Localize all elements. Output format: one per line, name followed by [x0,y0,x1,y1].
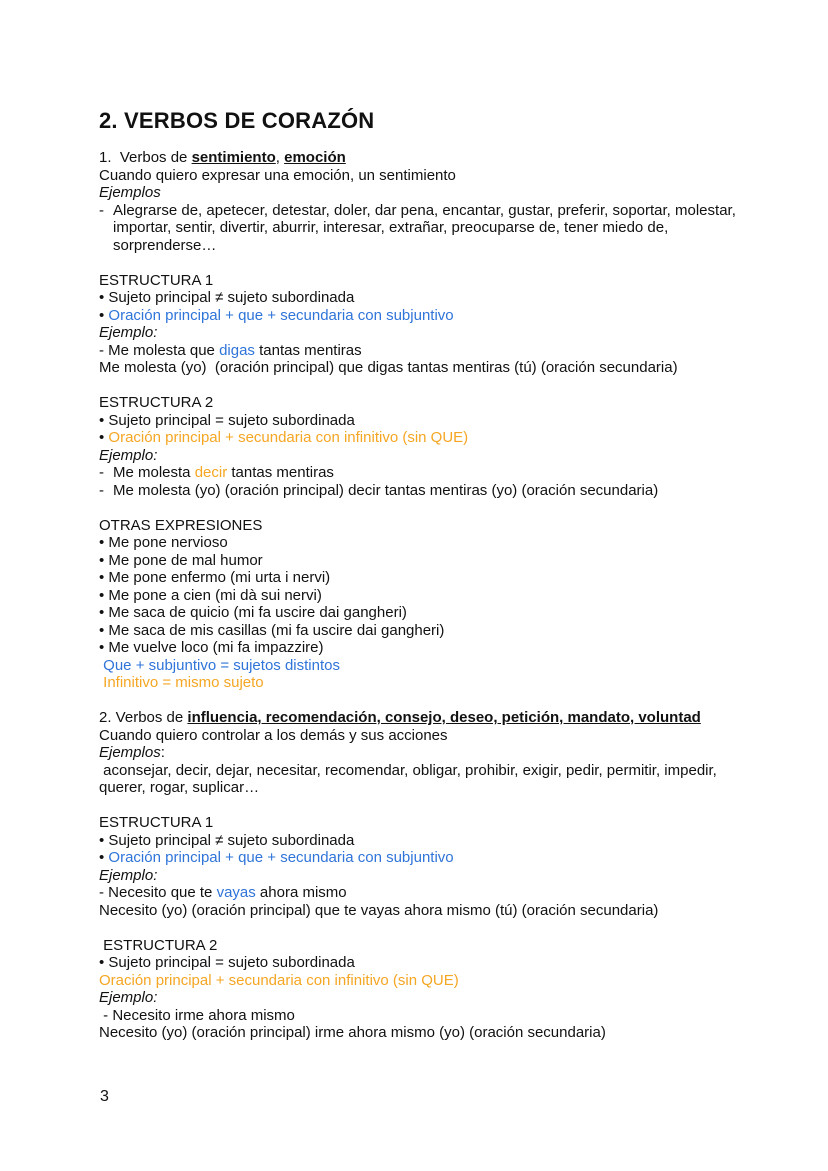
s2-estructura-2-title: ESTRUCTURA 2 [99,936,218,954]
subjunctive-verb-highlight: vayas [216,884,256,901]
expression-item: • Me pone nervioso [99,534,228,551]
s2-estructura-1-rule-subjects: • Sujeto principal ≠ sujeto subordinada [99,831,355,849]
s1-estructura-2-title: ESTRUCTURA 2 [99,394,214,411]
s1-estructura-1-rule-pattern [99,307,760,325]
section-2-verbs-list: aconsejar, decir, dejar, necesitar, recomendar, obligar, prohibir, exigir, pedir, permitir, impedir, querer, rogar, suplicar… [99,761,722,796]
section-2-heading-terms: influencia, recomendación, consejo, deseo, petición, mandato, voluntad [187,709,701,726]
bullet: • [99,429,109,446]
example-text [113,464,760,482]
s1-estructura-2-rule-pattern [99,429,760,447]
expression-item: • Me pone de mal humor [99,551,263,569]
list-dash: - [99,201,104,219]
section-1-ejemplos-label: Ejemplos [99,184,161,201]
section-1-heading [99,149,760,167]
s2-estructura-1-title: ESTRUCTURA 1 [99,814,214,831]
example-pre: - Me molesta que [99,341,220,359]
section-2-heading-prefix: 2. Verbos de [99,709,188,726]
section-1-heading-prefix: 1. Verbos de [99,149,192,166]
note-infinitivo: Infinitivo = mismo sujeto [99,674,264,691]
example-post: tantas mentiras [254,341,362,359]
s2-pattern-subjuntivo: Oración principal + que + secundaria con subjuntivo [108,849,454,866]
expression-item: • Me pone enfermo (mi urta i nervi) [99,569,331,586]
example-post: ahora mismo [255,884,347,901]
section-1-heading-term-emocion: emoción [284,149,346,166]
subjunctive-verb-highlight: digas [219,341,255,359]
s1-estructura-1-ejemplo-label: Ejemplo: [99,324,158,341]
ejemplos-colon: : [160,744,165,761]
page-title: 2. VERBOS DE CORAZÓN [99,108,375,133]
list-dash: - [99,464,104,481]
analysis-text: Me molesta (yo) (oración principal) decir tantas mentiras (yo) (oración secundaria) [113,481,659,499]
s2-estructura-2-analysis: Necesito (yo) (oración principal) irme ahora mismo (yo) (oración secundaria) [99,1024,606,1041]
s2-estructura-2-example: - Necesito irme ahora mismo [99,1006,295,1024]
section-1-verbs-list [99,202,760,255]
s1-pattern-subjuntivo: Oración principal + que + secundaria con subjuntivo [108,306,454,324]
note-subjuntivo: Que + subjuntivo = sujetos distintos [99,656,340,674]
example-pre: - Necesito que te [99,884,217,901]
s2-estructura-2-ejemplo-label: Ejemplo: [99,989,158,1006]
section-2-intro-block [99,709,760,797]
s2-estructura-1-example [99,884,760,902]
s1-estructura-2-ejemplo-label: Ejemplo: [99,446,158,464]
s1-estructura-2-analysis [99,482,760,500]
expression-item: • Me vuelve loco (mi fa impazzire) [99,639,324,656]
bullet: • [99,849,109,866]
s2-estructura-1 [99,814,760,919]
section-2-ejemplos-label [99,744,760,762]
section-1-heading-term-sentimiento: sentimiento [191,149,276,166]
ejemplos-word: Ejemplos [99,744,161,761]
s2-estructura-1-rule-pattern [99,849,760,867]
s2-estructura-2-rule-subjects: • Sujeto principal = sujeto subordinada [99,954,355,971]
s2-estructura-1-analysis: Necesito (yo) (oración principal) que te vayas ahora mismo (tú) (oración secundaria) [99,901,659,919]
expression-item: • Me saca de mis casillas (mi fa uscire dai gangheri) [99,621,445,639]
bullet: • [99,306,109,324]
section-1-description: Cuando quiero expresar una emoción, un sentimiento [99,166,456,184]
example-post: tantas mentiras [227,464,334,481]
otras-expresiones-title: OTRAS EXPRESIONES [99,516,263,534]
s1-estructura-1 [99,272,760,377]
page-number: 3 [100,1088,109,1105]
page-content [99,108,760,1042]
list-dash: - [99,481,104,499]
section-1-heading-separator: , [275,149,285,166]
s1-estructura-1-rule-subjects: • Sujeto principal ≠ sujeto subordinada [99,289,355,306]
s2-estructura-1-ejemplo-label: Ejemplo: [99,866,158,884]
expression-item: • Me pone a cien (mi dà sui nervi) [99,586,322,604]
s2-pattern-infinitivo: Oración principal + secundaria con infinitivo (sin QUE) [99,971,459,989]
section-1-verbs-list-text: Alegrarse de, apetecer, detestar, doler, dar pena, encantar, gustar, preferir, soportar, molestar, importar, sentir, divertir, aburrir, interesar, extrañar, preocuparse de, tener miedo de, sorprenderse… [113,201,741,254]
s1-pattern-infinitivo: Oración principal + secundaria con infinitivo (sin QUE) [108,429,469,446]
s1-estructura-2-example [99,464,760,482]
section-1-intro-block [99,149,760,254]
s1-estructura-2 [99,394,760,499]
s2-estructura-2 [99,937,760,1042]
s1-estructura-1-title: ESTRUCTURA 1 [99,271,214,289]
section-2-description: Cuando quiero controlar a los demás y sus acciones [99,726,448,744]
otras-expresiones [99,517,760,692]
s1-estructura-1-analysis: Me molesta (yo) (oración principal) que digas tantas mentiras (tú) (oración secundaria) [99,359,678,376]
expression-item: • Me saca de quicio (mi fa uscire dai gangheri) [99,604,407,621]
example-pre: Me molesta [113,464,195,481]
infinitive-verb-highlight: decir [194,464,228,481]
s1-estructura-2-rule-subjects: • Sujeto principal = sujeto subordinada [99,411,355,429]
s1-estructura-1-example [99,342,760,360]
section-2-heading [99,709,760,727]
